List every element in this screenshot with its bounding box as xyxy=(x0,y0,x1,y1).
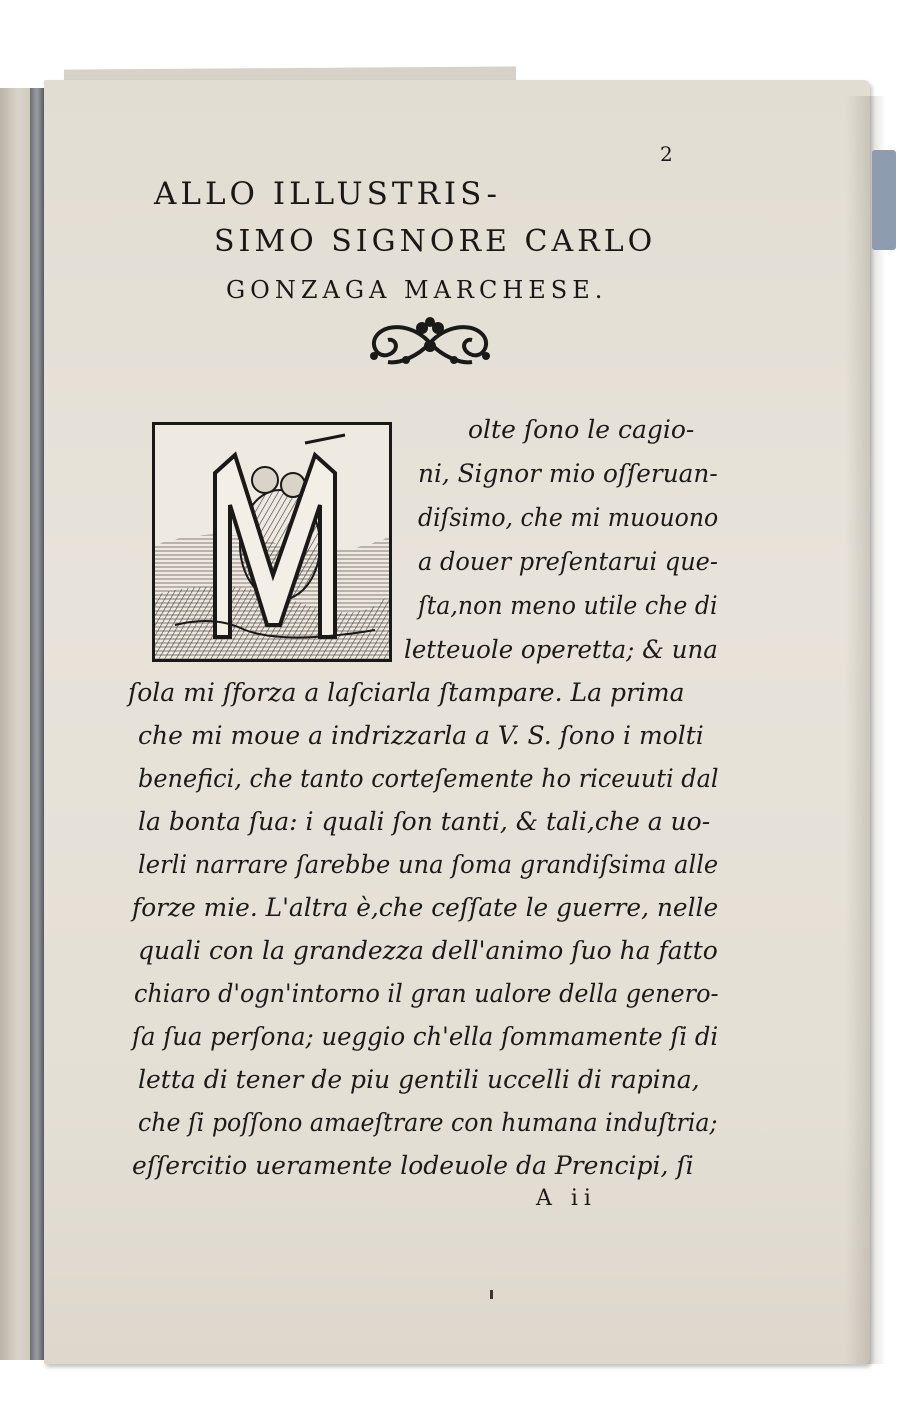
title-line-2: SIMO SIGNORE CARLO xyxy=(214,224,657,259)
body-line-16: letta di tener de piu gentili uccelli di rapina, xyxy=(138,1065,700,1094)
book-spine xyxy=(30,88,44,1360)
body-line-5: ſta,non meno utile che di xyxy=(418,591,718,620)
woodcut-initial-m xyxy=(152,422,392,662)
title-line-1: ALLO ILLUSTRIS- xyxy=(154,176,502,212)
body-line-15: ſa ſua perſona; ueggio ch'ella ſommamente ſi di xyxy=(132,1022,719,1051)
body-line-3: diſsimo, che mi muouono xyxy=(418,503,719,532)
body-line-8: che mi moue a indrizzarla a V. S. ſono i molti xyxy=(138,721,704,750)
body-line-13: quali con la grandezza dell'animo ſuo ha fatto xyxy=(138,936,718,965)
body-line-1: olte ſono le cagio- xyxy=(468,415,695,444)
body-line-12: forze mie. L'altra è,che ceſſate le guerre, nelle xyxy=(132,893,719,922)
body-line-18: eſſercitio ueramente lodeuole da Prencipi, ſi xyxy=(132,1151,694,1180)
body-line-11: lerli narrare ſarebbe una ſoma grandiſsima alle xyxy=(138,850,719,879)
ink-speck xyxy=(490,1290,493,1299)
page-edge-shadow xyxy=(846,96,886,1364)
fleuron-ornament-icon xyxy=(360,316,500,370)
body-line-14: chiaro d'ogn'intorno il gran ualore della genero- xyxy=(134,979,719,1008)
signature-mark: A ii xyxy=(536,1186,597,1211)
body-line-9: benefici, che tanto corteſemente ho riceuuti dal xyxy=(138,764,719,793)
body-line-7: ſola mi ſforza a laſciarla ſtampare. La prima xyxy=(128,678,685,707)
body-line-10: la bonta ſua: i quali ſon tanti, & tali,che a uo- xyxy=(138,807,711,836)
woodcut-scene-icon xyxy=(155,425,389,659)
body-line-2: ni, Signor mio oſſeruan- xyxy=(418,459,718,488)
body-line-17: che ſi poſſono amaeſtrare con humana induſtria; xyxy=(138,1108,718,1137)
body-line-6: letteuole operetta; & una xyxy=(404,635,718,664)
blue-marker-tab xyxy=(872,150,896,250)
dedication-title xyxy=(120,170,720,314)
title-line-3: GONZAGA MARCHESE. xyxy=(226,276,608,304)
body-line-4: a douer preſentarui que- xyxy=(418,547,719,576)
page-number: 2 xyxy=(660,142,673,166)
